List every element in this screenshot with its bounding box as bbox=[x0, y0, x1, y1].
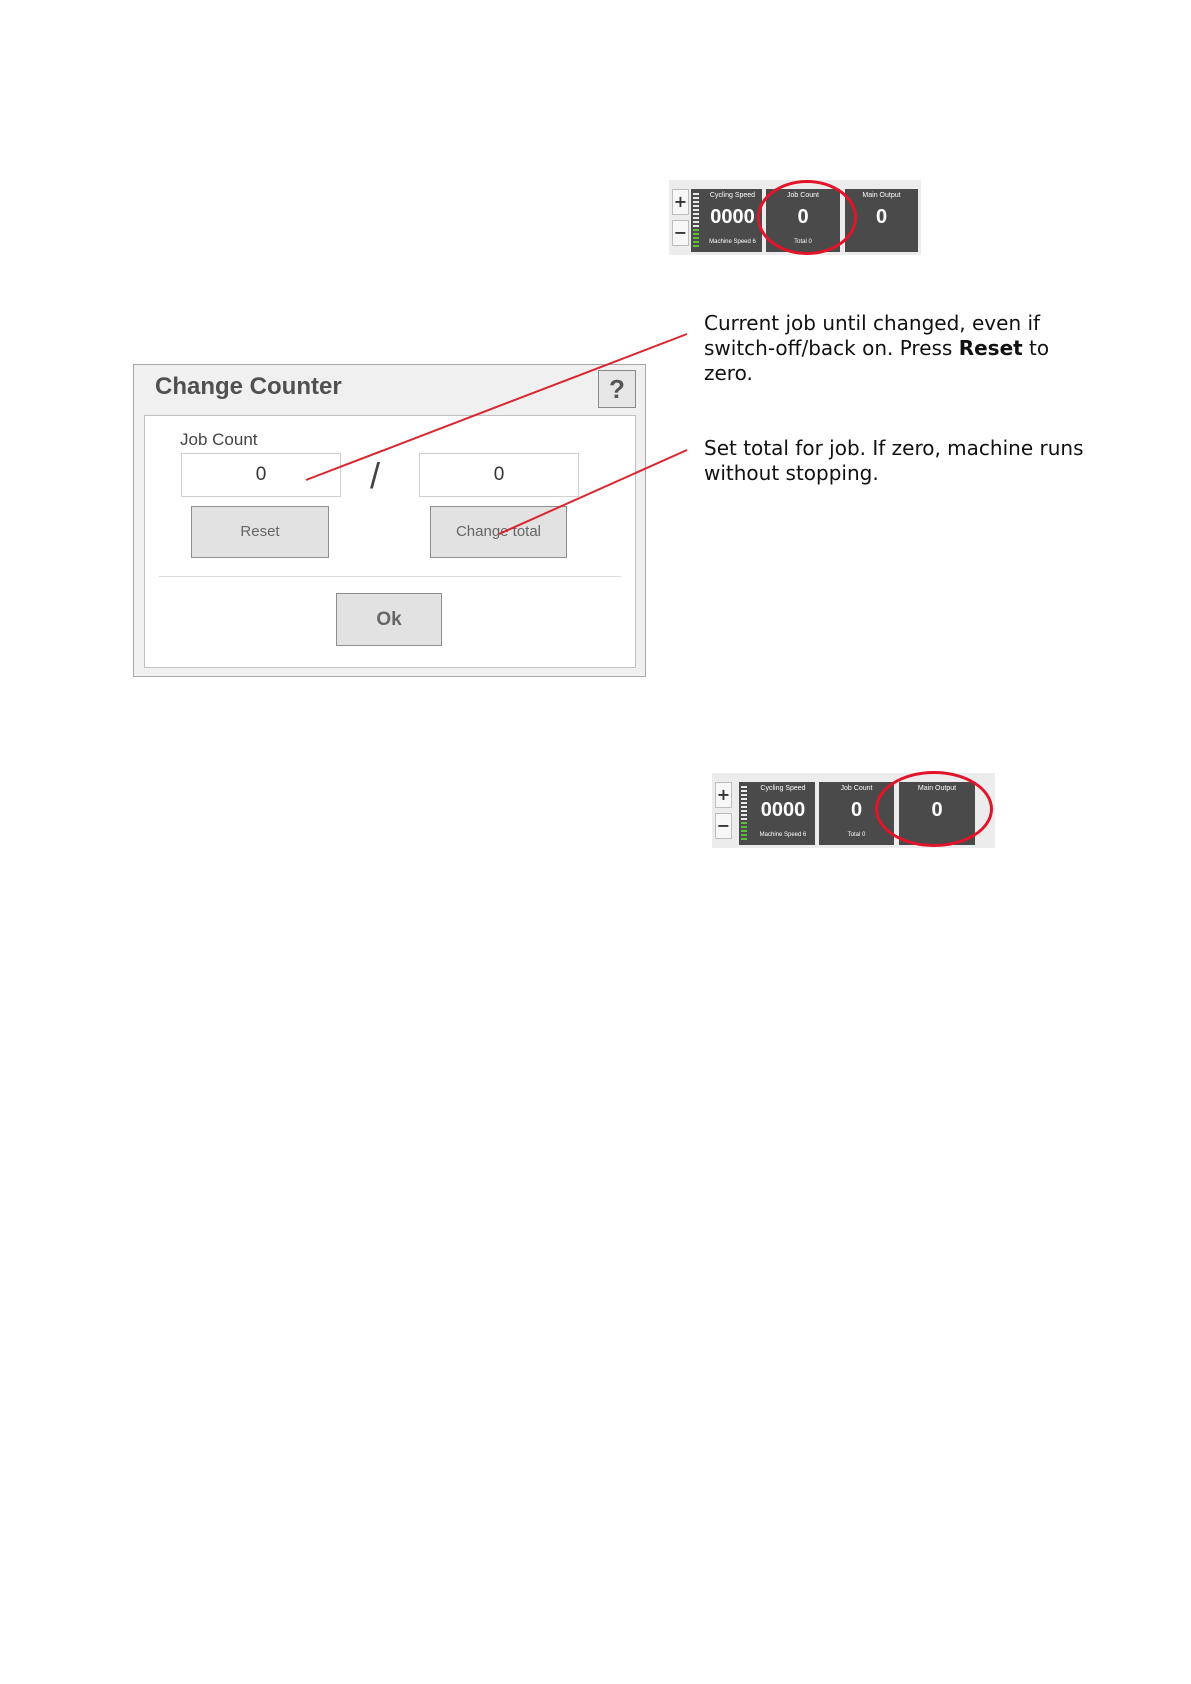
job-total-label: Total 0 bbox=[847, 832, 866, 838]
count-separator: / bbox=[370, 455, 381, 496]
cycling-speed-panel[interactable] bbox=[739, 782, 815, 845]
job-count-title: Job Count bbox=[840, 785, 873, 792]
job-total-label: Total 0 bbox=[794, 239, 812, 245]
help-button[interactable]: ? bbox=[598, 370, 636, 408]
ok-button[interactable]: Ok bbox=[336, 593, 442, 646]
cycling-speed-title: Cycling Speed bbox=[709, 192, 756, 199]
job-count-label: Job Count bbox=[180, 430, 258, 449]
machine-speed-label: Machine Speed 6 bbox=[709, 239, 756, 245]
current-job-annotation: Current job until changed, even if switch-off/back on. Press Reset to zero. bbox=[704, 311, 1050, 385]
increase-speed-button[interactable]: + bbox=[672, 189, 689, 215]
set-total-annotation: Set total for job. If zero, machine runs without stopping. bbox=[704, 436, 1084, 485]
change-total-button[interactable]: Change total bbox=[430, 506, 567, 558]
job-count-title: Job Count bbox=[787, 192, 819, 199]
decrease-speed-button[interactable]: − bbox=[672, 220, 689, 246]
job-count-value: 0 bbox=[797, 206, 809, 228]
main-output-title: Main Output bbox=[862, 192, 901, 199]
leader-line-current-job bbox=[306, 334, 687, 480]
job-count-value: 0 bbox=[850, 799, 863, 821]
speed-adjust bbox=[715, 782, 732, 840]
cycling-speed-value: 0000 bbox=[710, 206, 755, 228]
speed-gauge bbox=[741, 786, 747, 840]
decrease-speed-button[interactable]: − bbox=[715, 813, 732, 839]
increase-speed-button[interactable]: + bbox=[715, 782, 732, 808]
dialog-title: Change Counter bbox=[155, 373, 342, 400]
leader-line-set-total bbox=[499, 450, 687, 534]
main-output-value: 0 bbox=[875, 206, 888, 228]
machine-speed-label: Machine Speed 6 bbox=[759, 832, 807, 838]
cycling-speed-value: 0000 bbox=[760, 799, 806, 821]
main-output-title: Main Output bbox=[917, 785, 957, 792]
main-output-value: 0 bbox=[931, 799, 943, 821]
main-output-highlight-circle bbox=[875, 771, 993, 847]
current-job-count-field[interactable]: 0 bbox=[181, 453, 341, 497]
job-total-field[interactable]: 0 bbox=[419, 453, 579, 497]
cycling-speed-title: Cycling Speed bbox=[760, 785, 806, 792]
reset-emphasis: Reset bbox=[958, 336, 1023, 360]
reset-button[interactable]: Reset bbox=[191, 506, 329, 558]
